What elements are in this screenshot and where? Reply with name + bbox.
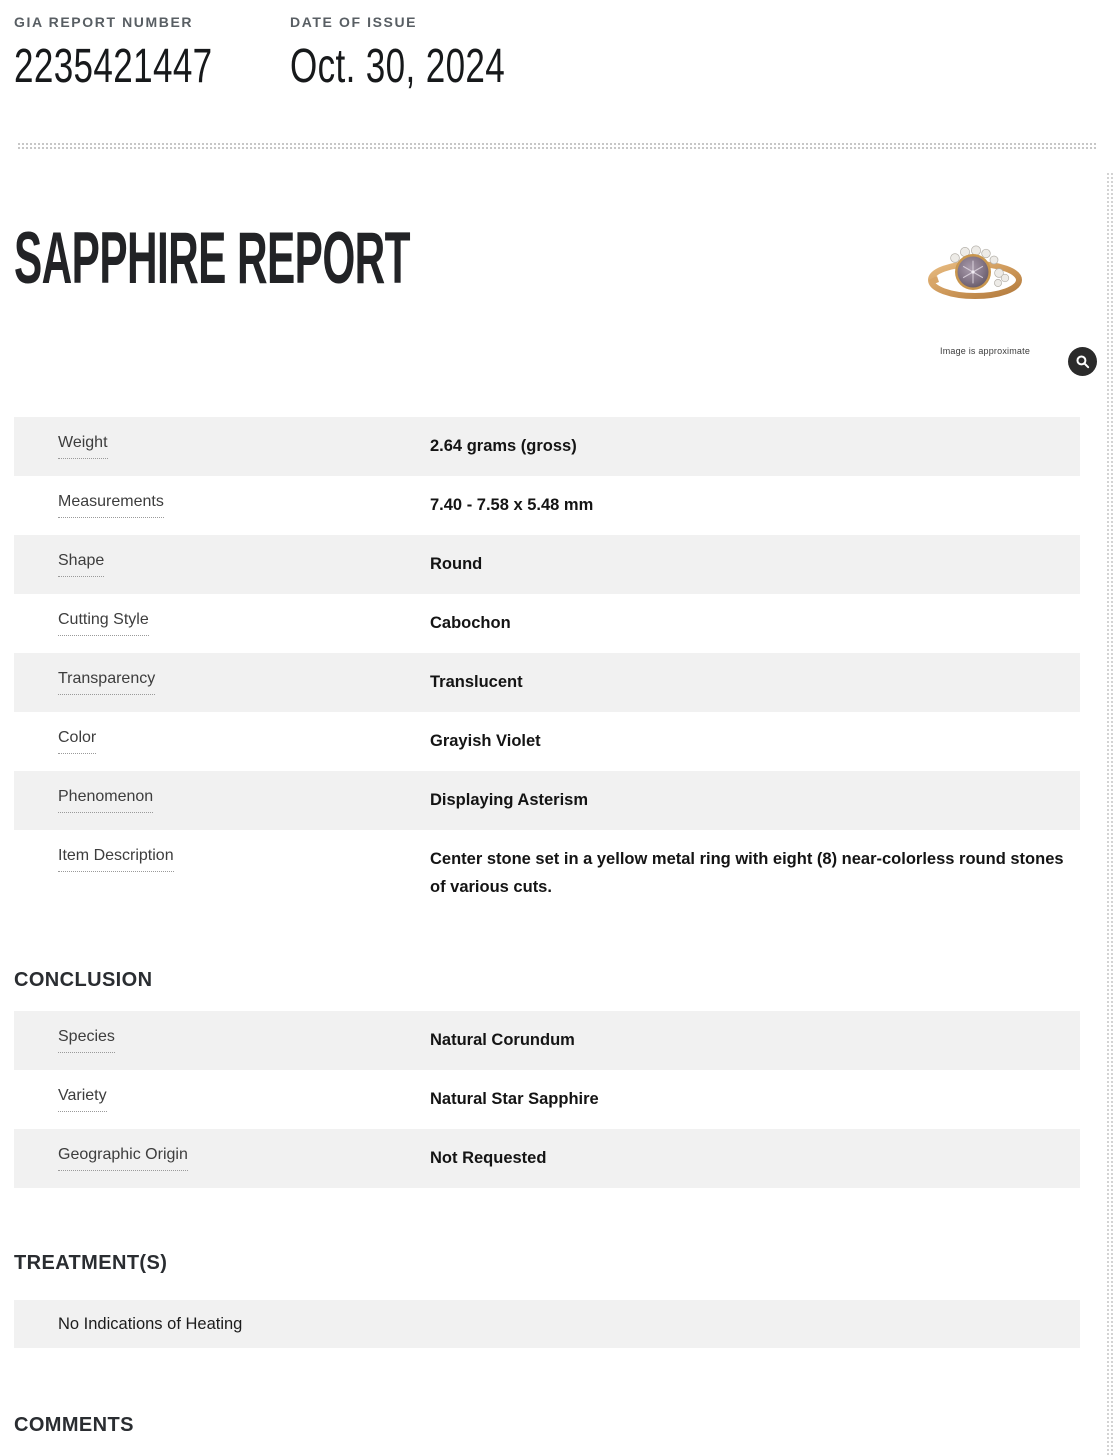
date-of-issue-value: Oct. 30, 2024 [290,40,506,93]
spec-value-transparency: Translucent [430,673,523,691]
term-link-measurements[interactable]: Measurements [58,493,164,518]
ring-illustration [915,240,1035,310]
spec-value-phenomenon: Displaying Asterism [430,791,589,809]
report-number-value: 2235421447 [14,40,213,93]
treatments-row [14,1300,1080,1348]
conclusion-value-geographic-origin: Not Requested [430,1149,547,1167]
spec-value-cutting-style: Cabochon [430,614,511,632]
term-link-transparency[interactable]: Transparency [58,670,155,695]
ring-image [915,240,1035,310]
spec-value-measurements: 7.40 - 7.58 x 5.48 mm [430,496,594,514]
spec-row-measurements [14,476,1080,535]
term-link-species[interactable]: Species [58,1028,115,1053]
comments-heading: COMMENTS [14,1414,134,1436]
spec-value-color: Grayish Violet [430,732,541,750]
spec-row-shape [14,535,1080,594]
dotted-divider-top [17,142,1096,150]
spec-row-transparency [14,653,1080,712]
conclusion-row-species [14,1011,1080,1070]
term-link-item-description[interactable]: Item Description [58,847,174,872]
spec-value-item-description: Center stone set in a yellow metal ring with eight (8) near-colorless round stones of various cuts. [430,850,1064,896]
report-number-label: GIA REPORT NUMBER [14,14,194,30]
report-content [14,417,1080,1456]
magnifier-icon [1074,353,1091,370]
conclusion-heading: CONCLUSION [14,969,153,991]
term-link-weight[interactable]: Weight [58,434,108,459]
term-link-variety[interactable]: Variety [58,1087,107,1112]
report-number-block [14,14,286,94]
date-of-issue-block [290,14,585,94]
term-link-phenomenon[interactable]: Phenomenon [58,788,153,813]
treatments-heading: TREATMENT(S) [14,1252,168,1274]
spec-row-phenomenon [14,771,1080,830]
conclusion-value-variety: Natural Star Sapphire [430,1090,599,1108]
term-link-color[interactable]: Color [58,729,96,754]
treatments-value: No Indications of Heating [58,1314,243,1333]
image-approximate-caption: Image is approximate [940,346,1031,356]
term-link-cutting-style[interactable]: Cutting Style [58,611,149,636]
spec-value-shape: Round [430,555,483,573]
conclusion-value-species: Natural Corundum [430,1031,575,1049]
conclusion-row-geographic-origin [14,1129,1080,1188]
term-link-geographic-origin[interactable]: Geographic Origin [58,1146,188,1171]
conclusion-row-variety [14,1070,1080,1129]
term-link-shape[interactable]: Shape [58,552,104,577]
page-title: SAPPHIRE REPORT [14,218,410,299]
spec-row-cutting-style [14,594,1080,653]
spec-value-weight: 2.64 grams (gross) [430,437,577,455]
spec-row-item-description [14,830,1080,917]
spec-table [14,417,1080,917]
conclusion-table [14,1011,1080,1188]
spec-row-color [14,712,1080,771]
dotted-divider-right [1106,172,1114,1456]
spec-row-weight [14,417,1080,476]
zoom-button[interactable] [1068,347,1097,376]
date-of-issue-label: DATE OF ISSUE [290,14,418,30]
